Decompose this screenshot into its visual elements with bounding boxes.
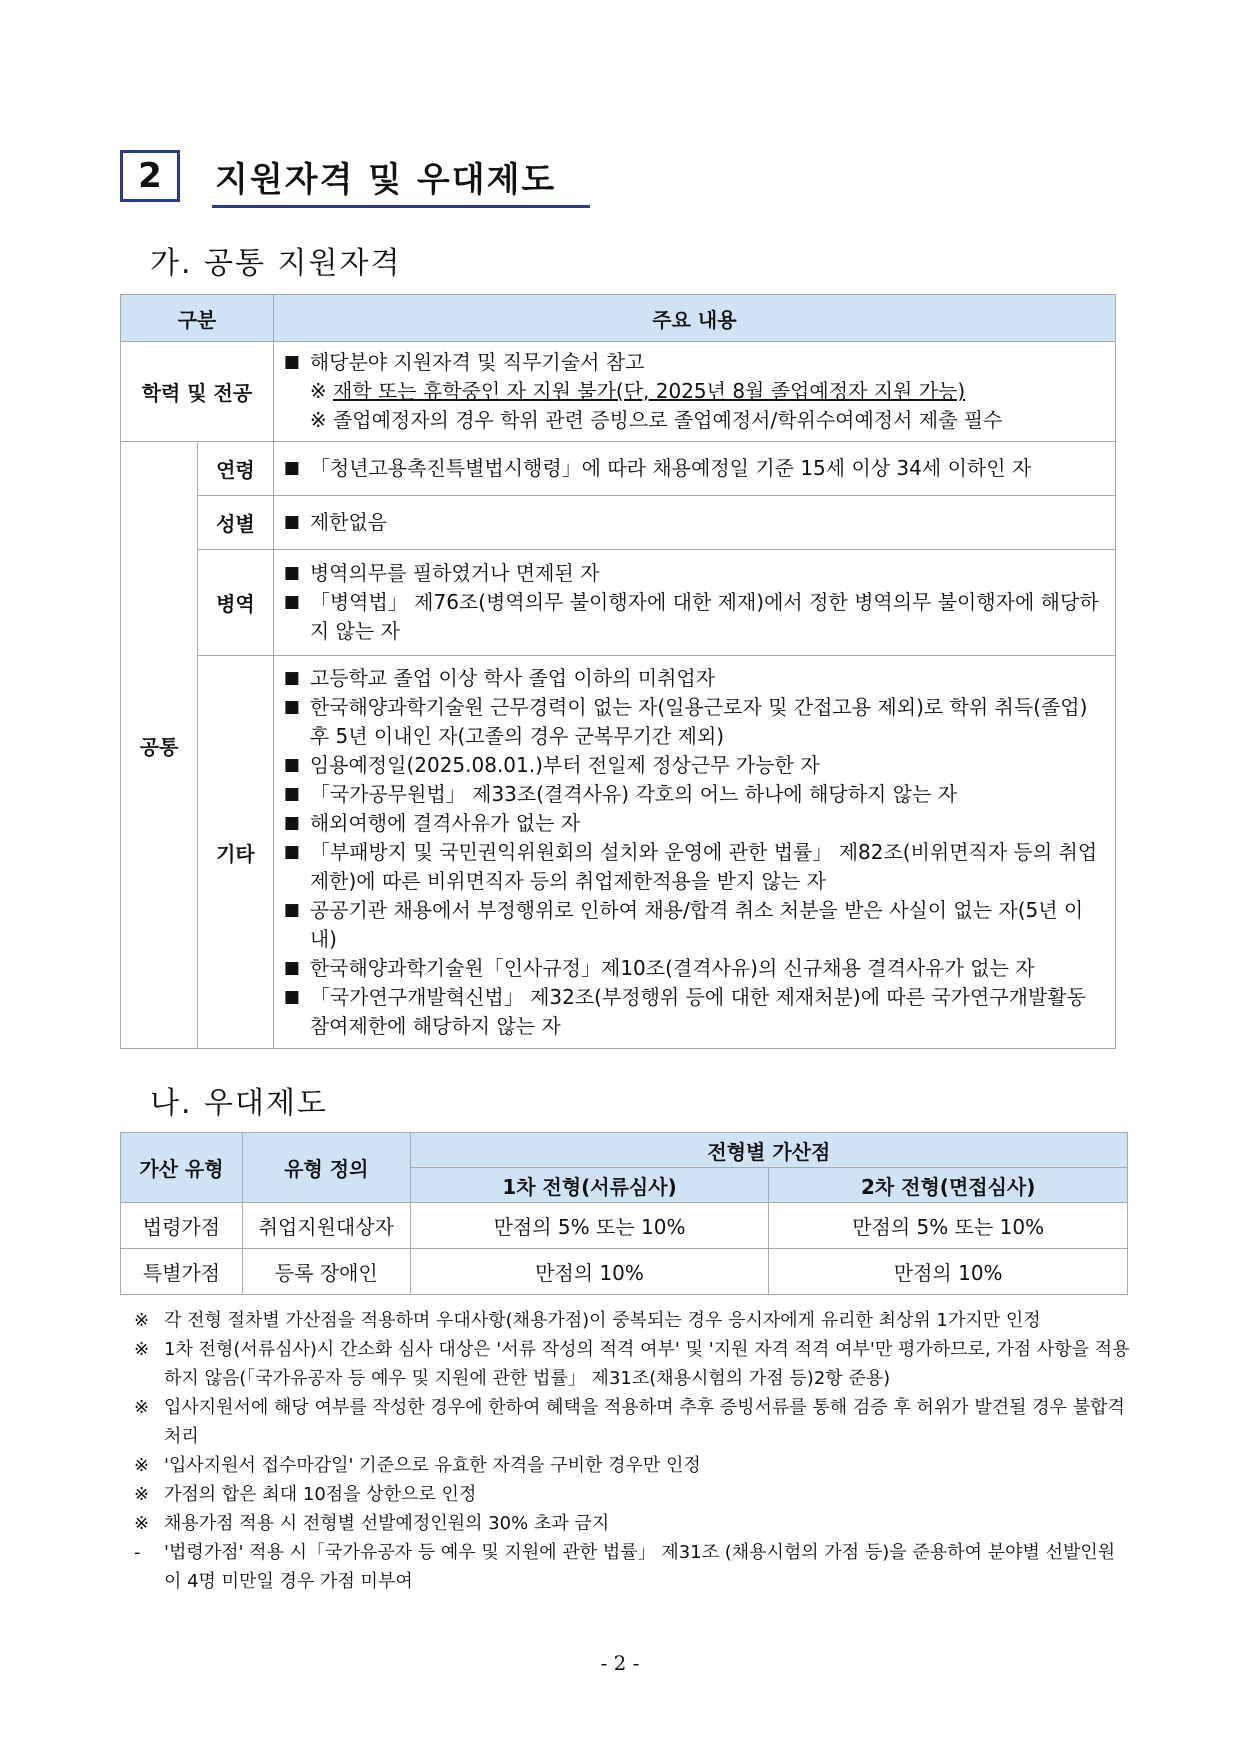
note-mark: ※ [134,1484,150,1505]
table-cell: 만점의 5% 또는 10% [769,1203,1128,1249]
education-note-2: ※ 졸업예정자의 경우 학위 관련 증빙으로 졸업예정서/학위수여예정서 제출 필수 [309,408,1003,432]
header-stage-2: 2차 전형(면접심사) [769,1168,1128,1203]
other-item: ■ 한국해양과학기술원「인사규정」제10조(결격사유)의 신규채용 결격사유가 없는 자 [282,954,1107,983]
education-note-underlined: 재학 또는 휴학중인 자 지원 불가(단, 2025년 8월 졸업예정자 지원 가능) [332,379,966,403]
note-item [134,1306,1130,1335]
note-text: 가점의 합은 최대 10점을 상한으로 인정 [164,1484,477,1505]
military-label: 병역 [197,550,273,656]
header-definition: 유형 정의 [242,1133,410,1203]
table-cell: 만점의 10% [410,1249,769,1295]
note-text: 1차 전형(서류심사)시 간소화 심사 대상은 '서류 작성의 적격 여부' 및 '지원 자격 적격 여부'만 평가하므로, 가점 사항을 적용하지 않음(「국가유공자 등 예우 및 지원에 관한 법률」 제31조(채용시험의 가점 등)2항 준용) [164,1339,1130,1389]
other-item: ■ 「국가공무원법」 제33조(결격사유) 각호의 어느 하나에 해당하지 않는 자 [282,780,1107,809]
section-number: 2 [120,150,180,202]
other-item: ■ 「국가연구개발혁신법」 제32조(부정행위 등에 대한 제재처분)에 따른 국가연구개발활동 참여제한에 해당하지 않는 자 [282,983,1107,1041]
page-number: - 2 - [600,1651,640,1675]
note-item [134,1335,1130,1393]
section-title-underline [212,205,590,208]
note-mark: ※ [134,1455,150,1476]
note-mark: ※ [134,1310,150,1331]
header-type: 가산 유형 [121,1133,243,1203]
other-item: ■ 고등학교 졸업 이상 학사 졸업 이하의 미취업자 [282,664,1107,693]
other-item: ■ 해외여행에 결격사유가 없는 자 [282,809,1107,838]
other-label: 기타 [197,656,273,1049]
common-qualification-table [120,294,1116,1049]
note-text: 각 전형 절차별 가산점을 적용하며 우대사항(채용가점)이 중복되는 경우 응시자에게 유리한 최상위 1가지만 인정 [164,1310,1041,1331]
age-label: 연령 [197,442,273,496]
note-mark: ※ [134,1397,150,1418]
preference-table [120,1132,1128,1295]
age-content [273,442,1115,496]
common-group-label: 공통 [121,442,198,1049]
military-item: ■ 「병역법」 제76조(병역의무 불이행자에 대한 제재)에서 정한 병역의무 불이행자에 해당하지 않는 자 [282,588,1107,646]
age-item: ■ 「청년고용촉진특별법시행령」에 따라 채용예정일 기준 15세 이상 34세 이하인 자 [282,454,1107,483]
other-item: ■ 임용예정일(2025.08.01.)부터 전일제 정상근무 가능한 자 [282,751,1107,780]
table-cell: 특별가점 [121,1249,243,1295]
header-bonus-by-stage: 전형별 가산점 [410,1133,1127,1168]
section-header [120,150,590,210]
notes-list [134,1306,1130,1596]
note-mark: ※ [309,379,333,403]
education-note-1 [282,377,1107,406]
table-cell: 등록 장애인 [242,1249,410,1295]
dash-note-item [134,1538,1130,1596]
note-mark: ※ [134,1513,150,1534]
note-text: 채용가점 적용 시 전형별 선발예정인원의 30% 초과 금지 [164,1513,610,1534]
military-item: ■ 병역의무를 필하였거나 면제된 자 [282,559,1107,588]
preference-title: 나. 우대제도 [150,1086,328,1121]
table-cell: 취업지원대상자 [242,1203,410,1249]
header-stage-1: 1차 전형(서류심사) [410,1168,769,1203]
table-cell: 만점의 10% [769,1249,1128,1295]
other-item: ■ 공공기관 채용에서 부정행위로 인하여 채용/합격 취소 처분을 받은 사실이 없는 자(5년 이내) [282,896,1107,954]
other-item: ■ 한국해양과학기술원 근무경력이 없는 자(일용근로자 및 간접고용 제외)로 학위 취득(졸업) 후 5년 이내인 자(고졸의 경우 군복무기간 제외) [282,693,1107,751]
header-main-content: 주요 내용 [273,295,1115,342]
other-content [273,656,1115,1049]
table-cell: 법령가점 [121,1203,243,1249]
gender-label: 성별 [197,496,273,550]
education-content [273,342,1115,442]
education-item: ■ 해당분야 지원자격 및 직무기술서 참고 [282,348,1107,377]
dash-mark: - [134,1542,141,1563]
note-item [134,1509,1130,1538]
note-item [134,1451,1130,1480]
common-qualification-title: 가. 공통 지원자격 [150,246,402,281]
gender-item: ■ 제한없음 [282,508,1107,537]
note-item [134,1393,1130,1451]
gender-content [273,496,1115,550]
dash-note-text: '법령가점' 적용 시「국가유공자 등 예우 및 지원에 관한 법률」 제31조 (채용시험의 가점 등)을 준용하여 분야별 선발인원이 4명 미만일 경우 가점 미부여 [164,1542,1116,1592]
note-mark: ※ [134,1339,150,1360]
note-item [134,1480,1130,1509]
other-item: ■ 「부패방지 및 국민권익위원회의 설치와 운영에 관한 법률」 제82조(비위면직자 등의 취업제한)에 따른 비위면직자 등의 취업제한적용을 받지 않는 자 [282,838,1107,896]
military-content [273,550,1115,656]
section-title: 지원자격 및 우대제도 [215,160,557,200]
header-category: 구분 [121,295,274,342]
education-label: 학력 및 전공 [121,342,274,442]
note-text: '입사지원서 접수마감일' 기준으로 유효한 자격을 구비한 경우만 인정 [164,1455,701,1476]
note-text: 입사지원서에 해당 여부를 작성한 경우에 한하여 혜택을 적용하며 추후 증빙서류를 통해 검증 후 허위가 발견될 경우 불합격 처리 [164,1397,1125,1447]
table-cell: 만점의 5% 또는 10% [410,1203,769,1249]
